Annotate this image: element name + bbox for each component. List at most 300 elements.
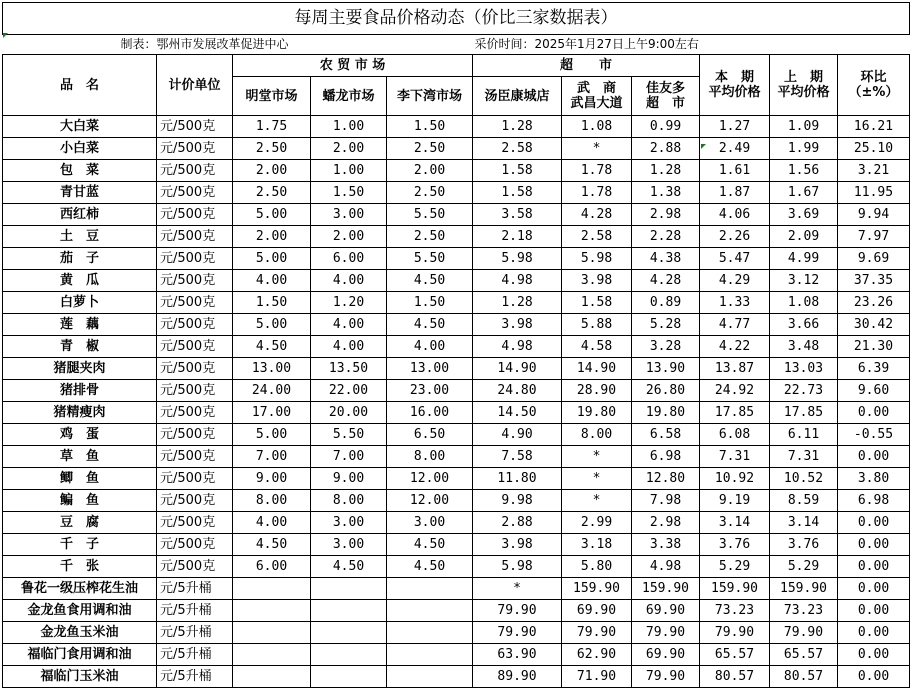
product-name: 金龙鱼玉米油 — [3, 622, 157, 644]
product-name: 鸡 蛋 — [3, 424, 157, 446]
header-previous-avg-line2: 平均价格 — [777, 85, 830, 100]
price-change: 9.69 — [838, 248, 910, 270]
price-lixiawan: 2.50 — [387, 138, 473, 160]
price-change: 0.00 — [838, 446, 910, 468]
price-previous-avg: 3.66 — [770, 314, 838, 336]
price-mingtang: 1.50 — [233, 292, 311, 314]
price-current-avg: 24.92 — [700, 380, 770, 402]
price-wushang: 2.99 — [562, 512, 632, 534]
unit-cell: 元/500克 — [157, 336, 233, 358]
table-row — [3, 600, 910, 622]
price-wushang: 71.90 — [562, 666, 632, 688]
unit-cell: 元/5升桶 — [157, 600, 233, 622]
table-row — [3, 512, 910, 534]
price-sheet — [2, 2, 910, 688]
unit-cell: 元/500克 — [157, 556, 233, 578]
price-mingtang: 24.00 — [233, 380, 311, 402]
product-name: 青甘蓝 — [3, 182, 157, 204]
price-panlong: 2.00 — [311, 226, 387, 248]
price-lixiawan — [387, 600, 473, 622]
table-row — [3, 182, 910, 204]
header-jiayouduo-line2: 超 市 — [645, 96, 685, 111]
price-current-avg: 159.90 — [700, 578, 770, 600]
table-row — [3, 556, 910, 578]
price-tangchen: 9.98 — [473, 490, 562, 512]
price-mingtang — [233, 666, 311, 688]
price-wushang: 4.28 — [562, 204, 632, 226]
product-name: 白萝卜 — [3, 292, 157, 314]
price-jiayouduo: 3.38 — [632, 534, 700, 556]
price-wushang: 14.90 — [562, 358, 632, 380]
price-previous-avg: 1.08 — [770, 292, 838, 314]
price-jiayouduo: 4.98 — [632, 556, 700, 578]
header-unit: 计价单位 — [157, 55, 233, 116]
price-panlong: 1.50 — [311, 182, 387, 204]
unit-cell: 元/5升桶 — [157, 666, 233, 688]
price-previous-avg: 159.90 — [770, 578, 838, 600]
price-tangchen: 14.50 — [473, 402, 562, 424]
price-lixiawan: 12.00 — [387, 490, 473, 512]
table-row — [3, 358, 910, 380]
price-change: 9.94 — [838, 204, 910, 226]
price-tangchen: 1.58 — [473, 182, 562, 204]
header-jiayouduo — [632, 77, 700, 116]
price-tangchen: 1.28 — [473, 292, 562, 314]
price-jiayouduo: 4.28 — [632, 270, 700, 292]
price-panlong: 22.00 — [311, 380, 387, 402]
price-panlong: 7.00 — [311, 446, 387, 468]
price-lixiawan: 8.00 — [387, 446, 473, 468]
price-current-avg: 4.22 — [700, 336, 770, 358]
price-panlong: 4.00 — [311, 314, 387, 336]
table-row — [3, 534, 910, 556]
price-tangchen: 24.80 — [473, 380, 562, 402]
price-wushang: 4.58 — [562, 336, 632, 358]
price-mingtang: 2.50 — [233, 138, 311, 160]
price-current-avg: 3.14 — [700, 512, 770, 534]
product-name: 鲫 鱼 — [3, 468, 157, 490]
price-mingtang: 6.00 — [233, 556, 311, 578]
product-name: 小白菜 — [3, 138, 157, 160]
price-current-avg: 5.29 — [700, 556, 770, 578]
price-jiayouduo: 19.80 — [632, 402, 700, 424]
price-change: 0.00 — [838, 600, 910, 622]
price-lixiawan: 2.50 — [387, 182, 473, 204]
price-lixiawan — [387, 578, 473, 600]
unit-cell: 元/500克 — [157, 182, 233, 204]
table-row — [3, 248, 910, 270]
price-wushang: 3.18 — [562, 534, 632, 556]
price-tangchen: 1.58 — [473, 160, 562, 182]
header-change-line1: 环比 — [860, 70, 887, 85]
unit-cell: 元/500克 — [157, 424, 233, 446]
price-mingtang: 17.00 — [233, 402, 311, 424]
price-previous-avg: 3.69 — [770, 204, 838, 226]
header-product: 品 名 — [3, 55, 157, 116]
product-name: 西红柿 — [3, 204, 157, 226]
header-previous-avg — [770, 55, 838, 116]
price-wushang: * — [562, 490, 632, 512]
price-panlong: 3.00 — [311, 534, 387, 556]
price-tangchen: 5.98 — [473, 248, 562, 270]
price-tangchen: 14.90 — [473, 358, 562, 380]
price-jiayouduo: 6.98 — [632, 446, 700, 468]
price-wushang: 8.00 — [562, 424, 632, 446]
header-change — [838, 55, 910, 116]
price-panlong: 3.00 — [311, 204, 387, 226]
price-jiayouduo: 2.88 — [632, 138, 700, 160]
price-panlong — [311, 578, 387, 600]
price-wushang: 1.08 — [562, 116, 632, 138]
price-previous-avg: 3.76 — [770, 534, 838, 556]
header-wushang-line2: 武昌大道 — [570, 96, 623, 111]
sheet-title: 每周主要食品价格动态（价比三家数据表） — [3, 3, 910, 35]
price-panlong — [311, 622, 387, 644]
product-name: 猪精瘦肉 — [3, 402, 157, 424]
unit-cell: 元/500克 — [157, 226, 233, 248]
price-jiayouduo: 2.98 — [632, 512, 700, 534]
header-wushang — [562, 77, 632, 116]
price-panlong: 8.00 — [311, 490, 387, 512]
product-name: 草 鱼 — [3, 446, 157, 468]
table-row — [3, 666, 910, 688]
unit-cell: 元/500克 — [157, 292, 233, 314]
unit-cell: 元/5升桶 — [157, 578, 233, 600]
unit-cell: 元/500克 — [157, 534, 233, 556]
price-jiayouduo: 5.28 — [632, 314, 700, 336]
product-name: 土 豆 — [3, 226, 157, 248]
price-mingtang: 5.00 — [233, 314, 311, 336]
price-change: 0.00 — [838, 512, 910, 534]
price-change: 0.00 — [838, 644, 910, 666]
unit-cell: 元/500克 — [157, 402, 233, 424]
table-row — [3, 116, 910, 138]
product-name: 青 椒 — [3, 336, 157, 358]
price-panlong: 1.00 — [311, 116, 387, 138]
price-lixiawan: 16.00 — [387, 402, 473, 424]
price-previous-avg: 5.29 — [770, 556, 838, 578]
price-lixiawan: 1.50 — [387, 116, 473, 138]
price-tangchen: 5.98 — [473, 556, 562, 578]
price-wushang: 1.78 — [562, 182, 632, 204]
price-previous-avg: 79.90 — [770, 622, 838, 644]
price-current-avg: 10.92 — [700, 468, 770, 490]
product-name: 猪腿夹肉 — [3, 358, 157, 380]
price-current-avg: 9.19 — [700, 490, 770, 512]
price-previous-avg: 3.12 — [770, 270, 838, 292]
price-lixiawan: 3.00 — [387, 512, 473, 534]
price-tangchen: 4.98 — [473, 270, 562, 292]
price-jiayouduo: 69.90 — [632, 600, 700, 622]
unit-cell: 元/500克 — [157, 160, 233, 182]
price-previous-avg: 7.31 — [770, 446, 838, 468]
table-row — [3, 226, 910, 248]
price-current-avg: 4.06 — [700, 204, 770, 226]
price-mingtang: 2.00 — [233, 226, 311, 248]
price-change: 30.42 — [838, 314, 910, 336]
price-previous-avg: 22.73 — [770, 380, 838, 402]
price-mingtang: 7.00 — [233, 446, 311, 468]
price-lixiawan — [387, 644, 473, 666]
price-previous-avg: 13.03 — [770, 358, 838, 380]
price-jiayouduo: 13.90 — [632, 358, 700, 380]
price-jiayouduo: 0.99 — [632, 116, 700, 138]
unit-cell: 元/500克 — [157, 446, 233, 468]
price-wushang: 79.90 — [562, 622, 632, 644]
price-tangchen: 79.90 — [473, 600, 562, 622]
price-current-avg: 1.33 — [700, 292, 770, 314]
price-wushang: 62.90 — [562, 644, 632, 666]
price-wushang: * — [562, 446, 632, 468]
price-panlong: 20.00 — [311, 402, 387, 424]
header-current-avg-line1: 本 期 — [714, 70, 754, 85]
price-mingtang — [233, 644, 311, 666]
header-supermarkets: 超 市 — [473, 55, 700, 77]
price-tangchen: 11.80 — [473, 468, 562, 490]
price-wushang: 5.98 — [562, 248, 632, 270]
price-change: 0.00 — [838, 622, 910, 644]
price-current-avg: 2.26 — [700, 226, 770, 248]
price-mingtang: 5.00 — [233, 204, 311, 226]
maker-text: 制表：鄂州市发展改革促进中心 — [3, 35, 473, 55]
price-jiayouduo: 2.28 — [632, 226, 700, 248]
price-tangchen: 89.90 — [473, 666, 562, 688]
price-panlong: 4.00 — [311, 336, 387, 358]
price-panlong: 13.50 — [311, 358, 387, 380]
price-previous-avg: 1.99 — [770, 138, 838, 160]
price-current-avg: 80.57 — [700, 666, 770, 688]
price-current-avg: 6.08 — [700, 424, 770, 446]
price-wushang: 19.80 — [562, 402, 632, 424]
price-tangchen: 2.58 — [473, 138, 562, 160]
price-current-avg: 13.87 — [700, 358, 770, 380]
price-mingtang: 5.00 — [233, 424, 311, 446]
price-change: 3.80 — [838, 468, 910, 490]
price-change: 0.00 — [838, 556, 910, 578]
price-current-avg: 17.85 — [700, 402, 770, 424]
price-change: 11.95 — [838, 182, 910, 204]
price-current-avg: 1.87 — [700, 182, 770, 204]
price-tangchen: 3.98 — [473, 314, 562, 336]
price-tangchen: 2.88 — [473, 512, 562, 534]
price-panlong: 4.50 — [311, 556, 387, 578]
price-mingtang: 4.00 — [233, 270, 311, 292]
price-tangchen: 3.58 — [473, 204, 562, 226]
price-previous-avg: 6.11 — [770, 424, 838, 446]
price-tangchen: 4.90 — [473, 424, 562, 446]
price-mingtang: 8.00 — [233, 490, 311, 512]
price-panlong: 4.00 — [311, 270, 387, 292]
price-change: 0.00 — [838, 666, 910, 688]
unit-cell: 元/500克 — [157, 468, 233, 490]
price-previous-avg: 4.99 — [770, 248, 838, 270]
product-name: 大白菜 — [3, 116, 157, 138]
price-lixiawan: 6.50 — [387, 424, 473, 446]
price-panlong — [311, 644, 387, 666]
cell-marker-icon — [3, 33, 8, 38]
price-lixiawan: 23.00 — [387, 380, 473, 402]
unit-cell: 元/500克 — [157, 512, 233, 534]
product-name: 鳊 鱼 — [3, 490, 157, 512]
table-row — [3, 270, 910, 292]
price-mingtang: 4.50 — [233, 336, 311, 358]
price-mingtang — [233, 622, 311, 644]
price-lixiawan: 2.50 — [387, 226, 473, 248]
price-jiayouduo: 79.90 — [632, 622, 700, 644]
price-mingtang: 2.00 — [233, 160, 311, 182]
price-wushang: 2.58 — [562, 226, 632, 248]
table-row — [3, 380, 910, 402]
unit-cell: 元/500克 — [157, 380, 233, 402]
price-jiayouduo: 159.90 — [632, 578, 700, 600]
price-wushang: 1.78 — [562, 160, 632, 182]
table-row — [3, 424, 910, 446]
unit-cell: 元/500克 — [157, 270, 233, 292]
price-wushang: 3.98 — [562, 270, 632, 292]
price-lixiawan: 4.50 — [387, 270, 473, 292]
unit-cell: 元/500克 — [157, 204, 233, 226]
price-change: -0.55 — [838, 424, 910, 446]
price-current-avg: 3.76 — [700, 534, 770, 556]
price-jiayouduo: 79.90 — [632, 666, 700, 688]
table-row — [3, 160, 910, 182]
collection-time-text: 采价时间：2025年1月27日上午9:00左右 — [473, 35, 910, 55]
price-mingtang — [233, 600, 311, 622]
price-previous-avg: 1.09 — [770, 116, 838, 138]
header-jiayouduo-line1: 佳友多 — [645, 81, 685, 96]
price-panlong: 3.00 — [311, 512, 387, 534]
unit-cell: 元/500克 — [157, 248, 233, 270]
price-panlong: 1.20 — [311, 292, 387, 314]
price-current-avg: 73.23 — [700, 600, 770, 622]
table-row — [3, 446, 910, 468]
price-lixiawan: 4.50 — [387, 556, 473, 578]
price-tangchen: 1.28 — [473, 116, 562, 138]
price-mingtang: 4.50 — [233, 534, 311, 556]
price-lixiawan: 4.50 — [387, 314, 473, 336]
header-farm-markets: 农 贸 市 场 — [233, 55, 473, 77]
price-jiayouduo: 4.38 — [632, 248, 700, 270]
unit-cell: 元/500克 — [157, 490, 233, 512]
product-name: 豆 腐 — [3, 512, 157, 534]
price-change: 25.10 — [838, 138, 910, 160]
price-change: 3.21 — [838, 160, 910, 182]
price-wushang: 5.80 — [562, 556, 632, 578]
product-name: 鲁花一级压榨花生油 — [3, 578, 157, 600]
table-row — [3, 644, 910, 666]
product-name: 莲 藕 — [3, 314, 157, 336]
price-change: 0.00 — [838, 534, 910, 556]
price-previous-avg: 10.52 — [770, 468, 838, 490]
price-panlong: 1.00 — [311, 160, 387, 182]
product-name: 金龙鱼食用调和油 — [3, 600, 157, 622]
header-mingtang: 明堂市场 — [233, 77, 311, 116]
cell-marker-icon — [701, 144, 706, 149]
price-lixiawan: 5.50 — [387, 248, 473, 270]
price-mingtang — [233, 578, 311, 600]
table-row — [3, 490, 910, 512]
price-panlong: 5.50 — [311, 424, 387, 446]
price-previous-avg: 73.23 — [770, 600, 838, 622]
table-row — [3, 468, 910, 490]
price-jiayouduo: 0.89 — [632, 292, 700, 314]
price-tangchen: 79.90 — [473, 622, 562, 644]
price-jiayouduo: 12.80 — [632, 468, 700, 490]
price-previous-avg: 65.57 — [770, 644, 838, 666]
price-panlong — [311, 600, 387, 622]
price-change: 9.60 — [838, 380, 910, 402]
product-name: 千 子 — [3, 534, 157, 556]
price-change: 23.26 — [838, 292, 910, 314]
price-table — [2, 2, 910, 688]
price-jiayouduo: 3.28 — [632, 336, 700, 358]
price-current-avg: 4.29 — [700, 270, 770, 292]
price-lixiawan: 5.50 — [387, 204, 473, 226]
price-current-avg: 2.49 — [700, 138, 770, 160]
price-change: 0.00 — [838, 402, 910, 424]
header-tangchen: 汤臣康城店 — [473, 77, 562, 116]
price-lixiawan: 4.50 — [387, 534, 473, 556]
price-lixiawan: 2.00 — [387, 160, 473, 182]
price-previous-avg: 17.85 — [770, 402, 838, 424]
price-change: 6.39 — [838, 358, 910, 380]
product-name: 千 张 — [3, 556, 157, 578]
price-mingtang: 2.50 — [233, 182, 311, 204]
product-name: 茄 子 — [3, 248, 157, 270]
unit-cell: 元/500克 — [157, 138, 233, 160]
price-change: 16.21 — [838, 116, 910, 138]
product-name: 包 菜 — [3, 160, 157, 182]
price-wushang: 1.58 — [562, 292, 632, 314]
price-previous-avg: 80.57 — [770, 666, 838, 688]
header-panlong: 蟠龙市场 — [311, 77, 387, 116]
price-change: 0.00 — [838, 578, 910, 600]
price-current-avg: 65.57 — [700, 644, 770, 666]
price-current-avg: 1.61 — [700, 160, 770, 182]
product-name: 黄 瓜 — [3, 270, 157, 292]
header-change-line2: （±%） — [848, 85, 899, 100]
header-current-avg-line2: 平均价格 — [708, 85, 761, 100]
product-name: 福临门玉米油 — [3, 666, 157, 688]
price-jiayouduo: 7.98 — [632, 490, 700, 512]
header-previous-avg-line1: 上 期 — [783, 70, 823, 85]
price-tangchen: 7.58 — [473, 446, 562, 468]
price-change: 37.35 — [838, 270, 910, 292]
unit-cell: 元/500克 — [157, 358, 233, 380]
price-tangchen: * — [473, 578, 562, 600]
price-current-avg: 4.77 — [700, 314, 770, 336]
price-current-avg: 79.90 — [700, 622, 770, 644]
price-mingtang: 9.00 — [233, 468, 311, 490]
price-lixiawan — [387, 666, 473, 688]
price-mingtang: 4.00 — [233, 512, 311, 534]
unit-cell: 元/5升桶 — [157, 622, 233, 644]
price-previous-avg: 2.09 — [770, 226, 838, 248]
table-row — [3, 138, 910, 160]
price-current-avg: 5.47 — [700, 248, 770, 270]
price-change: 6.98 — [838, 490, 910, 512]
price-tangchen: 2.18 — [473, 226, 562, 248]
price-jiayouduo: 1.28 — [632, 160, 700, 182]
table-row — [3, 292, 910, 314]
price-current-avg: 7.31 — [700, 446, 770, 468]
table-row — [3, 314, 910, 336]
price-current-avg: 1.27 — [700, 116, 770, 138]
price-jiayouduo: 26.80 — [632, 380, 700, 402]
price-previous-avg: 3.48 — [770, 336, 838, 358]
price-mingtang: 13.00 — [233, 358, 311, 380]
unit-cell: 元/500克 — [157, 314, 233, 336]
